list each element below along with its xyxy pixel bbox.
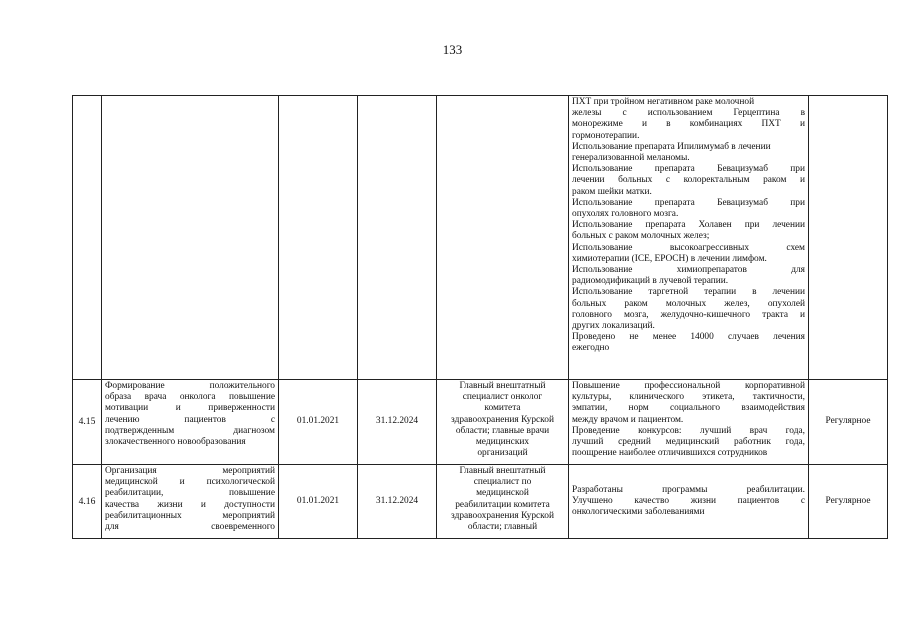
measure-line: образа врача онколога повышение bbox=[105, 392, 275, 403]
result-line: Повышение профессиональной корпоративной bbox=[572, 381, 805, 391]
measure-line: мотивации и приверженности bbox=[105, 403, 275, 414]
cell-periodicity: Регулярное bbox=[809, 465, 888, 539]
result-line: онкологическими заболеваниями bbox=[572, 507, 705, 518]
result-line: железы с использованием Герцептина в bbox=[572, 108, 805, 119]
result-line: химиотерапии (ICE, EPOCH) в лечении лимфом. bbox=[572, 253, 767, 264]
activities-table bbox=[72, 95, 888, 539]
cell-responsible bbox=[437, 465, 569, 539]
responsible-line: Главный внештатный bbox=[459, 466, 546, 476]
responsible-line: специалист онколог bbox=[462, 392, 543, 403]
result-line: ежегодно bbox=[572, 343, 610, 354]
responsible-line: реабилитации комитета bbox=[455, 499, 550, 510]
page-number: 133 bbox=[442, 42, 463, 57]
result-line: Использование препарата Ипилимумаб в лечении bbox=[572, 141, 771, 152]
cell-periodicity-empty bbox=[809, 96, 888, 380]
result-line: раком шейки матки. bbox=[572, 186, 652, 197]
cell-result bbox=[569, 465, 809, 539]
cell-measure bbox=[102, 465, 279, 539]
cell-start-date: 01.01.2021 bbox=[279, 380, 358, 465]
row-number: 4.15 bbox=[73, 380, 102, 465]
result-line: монорежиме и в комбинациях ПХТ и bbox=[572, 119, 805, 130]
result-line: лечении больных с колоректальным раком и bbox=[572, 175, 805, 186]
measure-line: лечению пациентов с bbox=[105, 414, 275, 425]
result-line: Разработаны программы реабилитации. bbox=[572, 484, 805, 495]
result-line: Использование препарата Бевацизумаб при bbox=[572, 164, 805, 175]
responsible-line: медицинских bbox=[475, 437, 530, 448]
measure-line: Организация мероприятий bbox=[105, 466, 275, 476]
responsible-line: организаций bbox=[477, 448, 528, 459]
result-line: больных раком молочных желез, опухолей bbox=[572, 298, 805, 309]
measure-line: реабилитации, повышение bbox=[105, 488, 275, 499]
result-line: ПХТ при тройном негативном раке молочной bbox=[572, 97, 755, 107]
result-line: культуры, клинического этикета, тактичности, bbox=[572, 392, 805, 403]
cell-result bbox=[569, 96, 809, 380]
responsible-line: медицинской bbox=[476, 488, 529, 499]
responsible-line: области; главные врачи bbox=[455, 425, 550, 436]
result-line: Проведено не менее 14000 случаев лечения bbox=[572, 332, 805, 343]
measure-line: злокачественного новообразования bbox=[105, 437, 246, 448]
result-line: Использование препарата Бевацизумаб при bbox=[572, 197, 805, 208]
cell-measure bbox=[102, 380, 279, 465]
responsible-line: здравоохранения Курской bbox=[451, 510, 554, 521]
result-line: эмпатии, норм социального взаимодействия bbox=[572, 403, 805, 414]
row-number: 4.16 bbox=[73, 465, 102, 539]
result-line: гормонотерапии. bbox=[572, 130, 640, 141]
result-line: головного мозга, желудочно-кишечного тракта и bbox=[572, 309, 805, 320]
cell-end-date: 31.12.2024 bbox=[358, 380, 437, 465]
result-line: Использование таргетной терапии в лечении bbox=[572, 287, 805, 298]
responsible-line: специалист по bbox=[473, 477, 532, 488]
result-line: поощрение наиболее отличившихся сотрудников bbox=[572, 448, 768, 459]
result-line: между врачом и пациентом. bbox=[572, 414, 684, 425]
result-line: Использование высокоагрессивных схем bbox=[572, 242, 805, 253]
table-row-continuation bbox=[73, 96, 888, 380]
cell-result bbox=[569, 380, 809, 465]
result-line: Использование препарата Холавен при лечении bbox=[572, 220, 805, 231]
result-line: лучший средний медицинский работник года, bbox=[572, 437, 805, 448]
measure-line: медицинской и психологической bbox=[105, 477, 275, 488]
cell-end-date: 31.12.2024 bbox=[358, 465, 437, 539]
responsible-line: Главный внештатный bbox=[459, 381, 546, 391]
cell-responsible bbox=[437, 380, 569, 465]
result-line: Улучшено качество жизни пациентов с bbox=[572, 495, 805, 506]
cell-num-empty bbox=[73, 96, 102, 380]
responsible-line: области; главный bbox=[467, 522, 538, 533]
measure-line: Формирование положительного bbox=[105, 381, 275, 391]
responsible-line: здравоохранения Курской bbox=[451, 414, 554, 425]
result-line: опухолях головного мозга. bbox=[572, 209, 679, 220]
table-row-4-15 bbox=[73, 380, 888, 465]
table-row-4-16 bbox=[73, 465, 888, 539]
result-line: больных с раком молочных желез; bbox=[572, 231, 710, 242]
measure-line: качества жизни и доступности bbox=[105, 499, 275, 510]
result-line: генерализованной меланомы. bbox=[572, 153, 690, 164]
responsible-line: комитета bbox=[484, 403, 521, 414]
result-line: других локализаций. bbox=[572, 321, 655, 332]
cell-start-date: 01.01.2021 bbox=[279, 465, 358, 539]
cell-start-empty bbox=[279, 96, 358, 380]
result-line: Использование химиопрепаратов для bbox=[572, 265, 805, 276]
measure-line: реабилитационных мероприятий bbox=[105, 510, 275, 521]
cell-periodicity: Регулярное bbox=[809, 380, 888, 465]
result-line: Проведение конкурсов: лучший врач года, bbox=[572, 425, 805, 436]
cell-responsible-empty bbox=[437, 96, 569, 380]
cell-end-empty bbox=[358, 96, 437, 380]
cell-measure-empty bbox=[102, 96, 279, 380]
result-line: радиомодификаций в лучевой терапии. bbox=[572, 276, 729, 287]
measure-line: подтвержденным диагнозом bbox=[105, 425, 275, 436]
measure-line: для своевременного bbox=[105, 522, 275, 533]
